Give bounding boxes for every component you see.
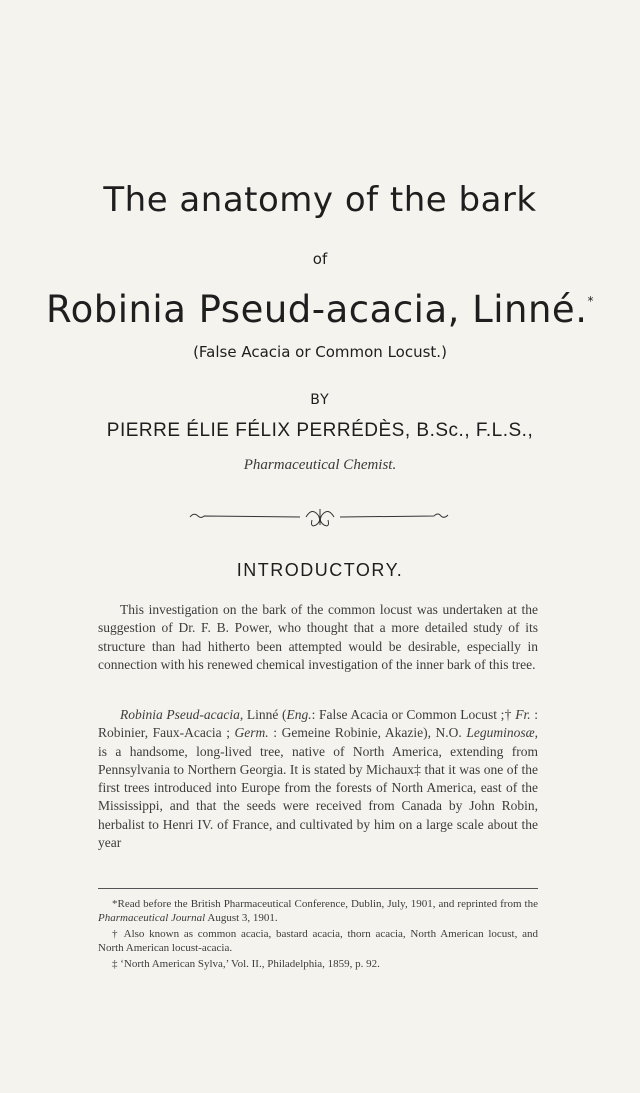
abbrev-germ: Germ.	[234, 725, 269, 741]
title-line-1: The anatomy of the bark	[103, 180, 537, 220]
byline-by: BY	[310, 392, 330, 408]
footnote-1-text-a: *Read before the British Pharmaceutical Conference, Dublin, July, 1901, and reprinted from the	[112, 898, 538, 910]
title-species-text: Robinia Pseud-acacia, Linné.	[46, 288, 588, 331]
abbrev-eng: Eng.	[286, 707, 312, 722]
footnote-2: † Also known as common acacia, bastard acacia, thorn acacia, North American locust, and North American locust-acacia.	[98, 928, 538, 955]
author-name: PIERRE ÉLIE FÉLIX PERRÉDÈS, B.Sc., F.L.S.,	[106, 420, 534, 441]
paragraph-1: This investigation on the bark of the common locust was undertaken at the suggestion of Dr. F. B. Power, who thought that a more detailed study of its structure than had hitherto been attempted would be desirable, especially in connection with his renewed chemical investigation of the inner bark of this tree.	[98, 602, 538, 672]
paragraph-2-text-b: : False Acacia or Common Locust ;†	[311, 707, 516, 722]
title-line-of: of	[312, 250, 328, 268]
family-name-italic: Leguminosæ	[466, 725, 535, 741]
title-footnote-mark: *	[587, 294, 594, 308]
footnote-1-text-b: August 3, 1901.	[205, 912, 278, 925]
footnote-1-journal: Pharmaceutical Journal	[98, 912, 206, 925]
paragraph-2-text-e: , is a handsome, long-lived tree, native of North America, extending from Pennsylvania to Northern Georgia. It is stated by Michaux‡ that it was one of the first trees introduced into Europe from the forests of North America, east of the Mississippi, and that the seeds were received from Canada by John Robin, herbalist to Henri IV. of France, and cultivated by him on a large scale about the year	[98, 725, 539, 851]
footnote-1	[98, 897, 538, 925]
paragraph-2-text-a: , Linné (	[239, 707, 287, 722]
decorative-flourish-icon	[188, 505, 452, 529]
author-role: Pharmaceutical Chemist.	[243, 457, 397, 473]
abbrev-fr: Fr.	[515, 707, 531, 722]
title-species-name	[0, 288, 640, 331]
footnote-divider	[98, 888, 538, 889]
section-heading-introductory: INTRODUCTORY.	[236, 560, 404, 580]
paragraph-2-text-d: : Gemeine Robinie, Akazie), N.O.	[268, 725, 467, 741]
paragraph-2-text-c: : Robinier, Faux-Acacia ;	[98, 707, 538, 741]
title-common-names: (False Acacia or Common Locust.)	[193, 343, 447, 361]
footnote-3: ‡ ‘North American Sylva,’ Vol. II., Philadelphia, 1859, p. 92.	[112, 958, 380, 970]
paragraph-2	[98, 706, 538, 852]
species-name-italic: Robinia Pseud-acacia	[120, 707, 240, 722]
